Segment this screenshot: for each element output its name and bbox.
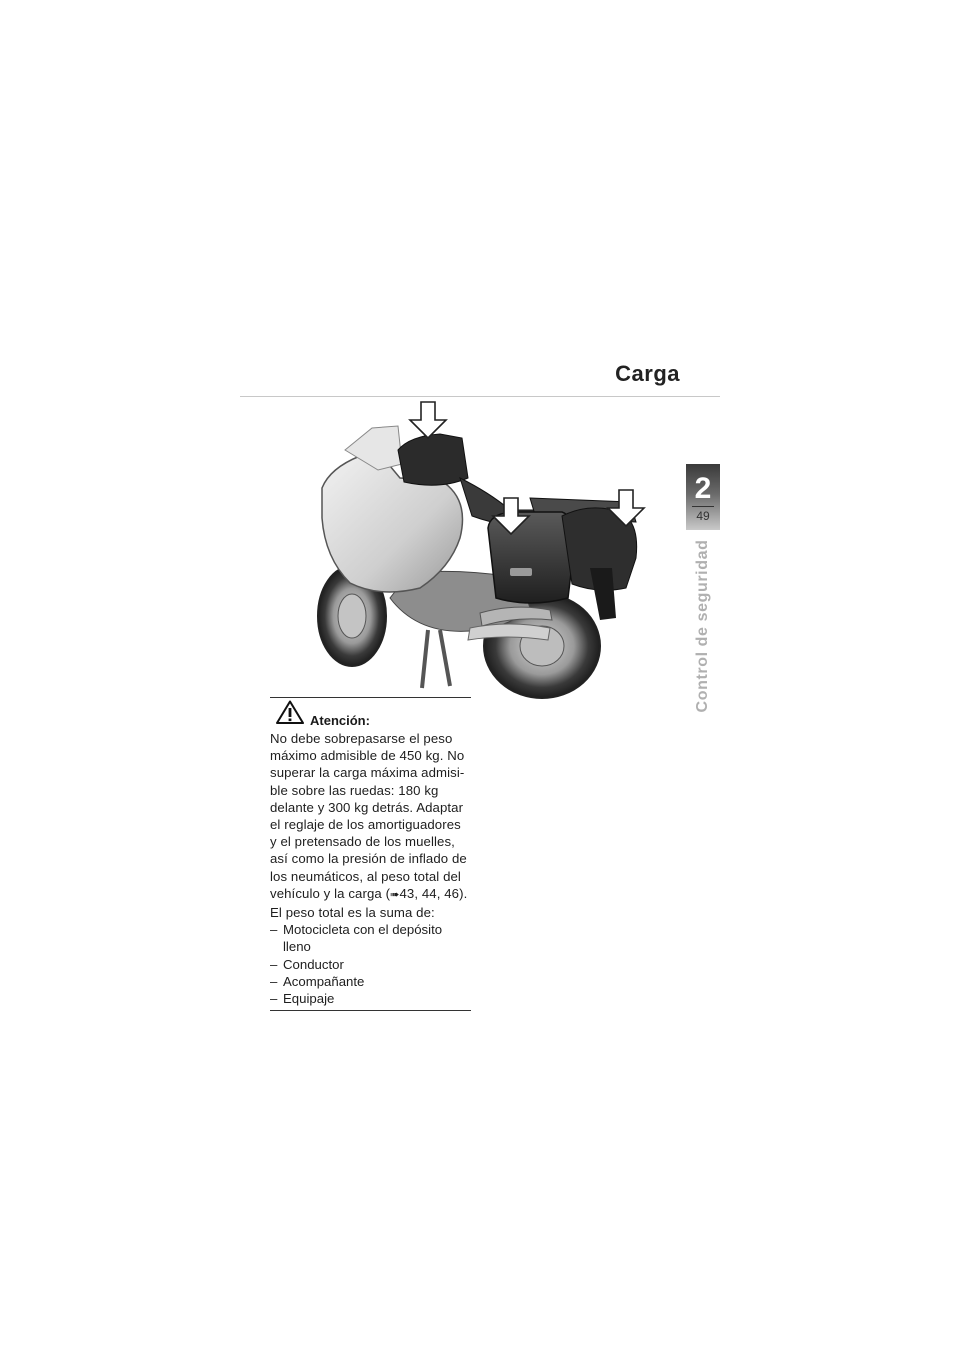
warning-header	[270, 700, 471, 730]
load-arrow-top	[410, 402, 446, 438]
title-divider	[240, 396, 720, 397]
list-item: – Equipaje	[270, 991, 335, 1007]
list-item: – Acompañante	[270, 973, 365, 989]
chapter-tab-divider	[692, 506, 714, 507]
page-ref-arrow-icon: ➠	[390, 888, 400, 901]
warning-title: Atención:	[310, 713, 370, 728]
motorcycle-illustration	[300, 398, 680, 708]
warning-top-rule	[270, 697, 471, 698]
section-side-label: Control de seguridad	[694, 539, 711, 713]
warning-triangle-icon	[276, 700, 304, 724]
warning-body: No debe sobrepasarse el peso máximo admisible de 450 kg. No superar la carga máxima admisi-ble sobre las ruedas: 180 kg delante y 300 kg detrás. Adaptar el reglaje de los amortiguadores y el pretensado de los muelles, así como la presión de inflado de los neumáticos, al peso total del vehículo y la carga (	[270, 731, 467, 901]
chapter-number: 2	[694, 472, 712, 505]
warning-block	[270, 697, 471, 1011]
total-weight-list	[270, 921, 471, 1007]
side-case-left	[488, 512, 574, 603]
page-number: 49	[696, 509, 710, 523]
total-weight-intro: El peso total es la suma de:	[270, 905, 435, 921]
chapter-tab	[686, 464, 720, 530]
motorcycle-figure	[300, 398, 680, 708]
warning-text	[270, 730, 471, 904]
warning-bottom-rule	[270, 1010, 471, 1011]
list-item: – Motocicleta con el depósito lleno	[270, 922, 443, 955]
page-title: Carga	[615, 361, 680, 386]
warning-ref-pages: 43, 44, 46).	[399, 885, 468, 901]
list-item: – Conductor	[270, 956, 344, 972]
